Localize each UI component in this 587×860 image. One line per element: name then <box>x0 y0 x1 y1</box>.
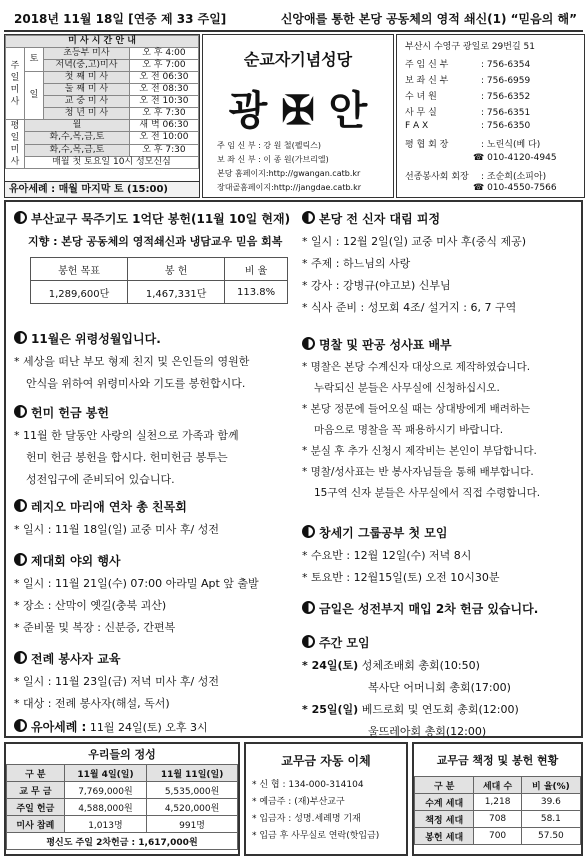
contact-row: F A X : 756-6350 <box>405 121 531 131</box>
table-header: 11월 4일(일) <box>64 765 146 782</box>
mass-name: 청 년 미 사 <box>44 108 130 120</box>
legio-section <box>14 498 219 537</box>
text-line: * 신 협 : 134-000-314104 <box>252 780 364 790</box>
mass-time: 새 벽 06:30 <box>129 120 198 132</box>
text-line: * 일시 : 11월 23일(금) 저녁 미사 후/ 성전 <box>14 675 219 688</box>
rosary-section <box>14 210 294 304</box>
rice-offering-section <box>14 404 239 487</box>
table-cell: 1,289,600단 <box>31 281 128 304</box>
bulletin-date: 2018년 11월 18일 [연중 제 33 주일] <box>14 12 227 26</box>
homepage-link[interactable]: 본당 홈페이지:http://gwangan.catb.kr <box>217 169 361 178</box>
bullet-icon <box>14 405 27 418</box>
section-title: 금일은 성전부지 매입 2차 헌금 있습니다. <box>319 602 539 616</box>
text-line: * 토요반 : 12월15일(토) 오전 10시30분 <box>302 571 500 584</box>
section-title: 전례 봉사자 교육 <box>31 652 121 666</box>
section-title: 본당 전 신자 대림 피정 <box>319 212 441 226</box>
contact-box <box>396 34 585 198</box>
section-title: 11월은 위령성월입니다. <box>31 332 161 346</box>
text-line: * 세상을 떠난 부모 형제 친지 및 은인들의 영원한 <box>14 355 250 368</box>
bullet-icon <box>302 635 315 648</box>
table-cell: 4,588,000원 <box>64 799 146 816</box>
status-table <box>414 776 581 845</box>
table-header: 봉헌 목표 <box>31 258 128 281</box>
bullet-icon <box>14 651 27 664</box>
text-line: 복사단 어머니회 총회(17:00) <box>368 681 511 694</box>
offering-table <box>6 764 238 850</box>
contact-row: 평 협 회 장 : 노린식(베 다) <box>405 140 541 150</box>
section-title: 레지오 마리애 연차 총 친목회 <box>31 500 187 514</box>
text-line: * 수요반 : 12월 12일(수) 저녁 8시 <box>302 549 472 562</box>
section-title: 명찰 및 판공 성사표 배부 <box>319 338 452 352</box>
contact-row: 선종봉사회 회장 : 조순희(소피아) <box>405 172 547 182</box>
table-header: 11월 11일(일) <box>147 765 238 782</box>
altar-outing-section <box>14 552 259 635</box>
bullet-icon <box>14 211 27 224</box>
table-cell: 708 <box>474 811 521 828</box>
section-title: 헌미 헌금 봉헌 <box>31 406 109 420</box>
table-cell: 1,218 <box>474 794 521 811</box>
mass-time: 오 후 7:00 <box>129 60 198 72</box>
sunday-mass-label: 주일미사 <box>6 48 25 120</box>
contact-row: 수 녀 원 : 756-6352 <box>405 92 531 102</box>
table-cell: 700 <box>474 828 521 845</box>
mass-time: 오 후 4:00 <box>129 48 198 60</box>
table-cell: 주일 헌금 <box>7 799 65 816</box>
parish-name: 광 ✠ 안 <box>228 87 368 134</box>
status-title: 교무금 책정 및 봉헌 현황 <box>436 754 559 767</box>
bulletin-slogan: 신앙애를 통한 본당 공동체의 영적 쇄신(1) “믿음의 해” <box>280 12 577 26</box>
text-line: * 11월 한 달동안 사랑의 실천으로 가족과 함께 <box>14 429 239 442</box>
table-header: 구 분 <box>7 765 65 782</box>
pastor-line: 주 임 신 부 : 강 원 철(펠릭스) <box>217 141 322 150</box>
table-cell: 봉헌 세대 <box>415 828 474 845</box>
text-line: * 일시 : 11월 18일(일) 교중 미사 후/ 성전 <box>14 523 219 536</box>
text-line: * 주제 : 하느님의 사랑 <box>302 257 411 270</box>
table-cell: 4,520,000원 <box>147 799 238 816</box>
genesis-study-section <box>302 524 500 585</box>
mass-name: 화,수,목,금,토 <box>25 144 130 156</box>
header-bar <box>4 4 583 32</box>
first-saturday-note: 매월 첫 토요일 10시 성모신심 <box>25 156 199 168</box>
offering-box <box>4 742 240 856</box>
text-line: * 일시 : 11월 21일(수) 07:00 아라밀 Apt 앞 출발 <box>14 577 259 590</box>
text-line: * 준비물 및 복장 : 신분증, 간편복 <box>14 621 176 634</box>
text-line: * 입금 후 사무실로 연락(핫입금) <box>252 831 380 841</box>
table-header: 구 분 <box>415 777 474 794</box>
section-title: 유아세례 : <box>31 720 87 734</box>
mass-name: 첫 째 미 사 <box>44 72 130 84</box>
table-header: 비 율 <box>225 258 288 281</box>
text-line: * 일시 : 12월 2일(일) 교중 미사 후(중식 제공) <box>302 235 527 248</box>
announcements <box>4 200 583 738</box>
text-line: * 명찰/성사표는 반 봉사자님들을 통해 배부합니다. <box>302 466 534 478</box>
section-title: 창세기 그룹공부 첫 모임 <box>319 526 448 540</box>
assistant-line: 보 좌 신 부 : 이 종 원(가브리엘) <box>217 155 329 164</box>
bullet-icon <box>14 499 27 512</box>
mass-time: 오 후 7:30 <box>129 144 198 156</box>
table-cell: 5,535,000원 <box>147 782 238 799</box>
contact-phone: ☎ 010-4550-7566 <box>473 183 557 193</box>
text-line: 15구역 신자 분들은 사무실에서 직접 수령합니다. <box>314 487 541 499</box>
november-section <box>14 330 249 391</box>
section-title: 제대회 야외 행사 <box>31 554 121 568</box>
text-line: 11월 24일(토) 오후 3시 <box>86 721 208 734</box>
bullet-icon <box>302 525 315 538</box>
second-collection-section <box>302 600 538 617</box>
bullet-icon <box>14 719 27 732</box>
parish-motto: 순교자기념성당 <box>243 50 353 69</box>
text-line: * 강사 : 강병규(야고보) 신부님 <box>302 279 451 292</box>
text-line: * 명찰은 본당 수계신자 대상으로 제작하였습니다. <box>302 361 531 373</box>
table-cell: 58.1 <box>521 811 580 828</box>
second-collection-total: 평신도 주일 2차헌금 : 1,617,000원 <box>7 833 238 850</box>
text-line: 누락되신 분들은 사무실에 신청하십시오. <box>314 382 500 394</box>
table-cell: 교 무 금 <box>7 782 65 799</box>
contact-row: 주 임 신 부 : 756-6354 <box>405 60 531 70</box>
liturgy-training-section <box>14 650 219 711</box>
text-line: * 24일(토) 성체조배회 총회(10:50) <box>302 659 480 672</box>
table-cell: 수계 세대 <box>415 794 474 811</box>
mass-schedule <box>4 34 200 198</box>
text-line: 안식을 위하여 위령미사와 기도를 봉헌합시다. <box>26 377 246 390</box>
table-header: 세대 수 <box>474 777 521 794</box>
contact-phone: ☎ 010-4120-4945 <box>473 153 557 163</box>
offering-title: 우리들의 정성 <box>88 748 156 761</box>
table-cell: 1,013명 <box>64 816 146 833</box>
text-line: 성전입구에 준비되어 있습니다. <box>26 473 175 486</box>
table-header: 비 율(%) <box>521 777 580 794</box>
table-cell: 57.50 <box>521 828 580 845</box>
mass-schedule-table <box>5 35 199 169</box>
transfer-box <box>244 742 408 856</box>
section-title: 부산교구 묵주기도 1억단 봉헌(11월 10일 현재) <box>14 210 294 227</box>
bullet-icon <box>302 211 315 224</box>
bullet-icon <box>302 337 315 350</box>
table-cell: 991명 <box>147 816 238 833</box>
infant-baptism-section <box>14 718 208 735</box>
transfer-title: 교무금 자동 이체 <box>281 754 371 768</box>
day-mon: 월 <box>25 120 130 132</box>
text-line: * 예금주 : (재)부산교구 <box>252 797 345 807</box>
advent-retreat-section <box>302 210 526 315</box>
text-line: 마음으로 명찰을 꼭 패용하시기 바랍니다. <box>314 424 504 436</box>
mass-name: 저녁(중,고)미사 <box>44 60 130 72</box>
mass-time: 오 후 7:30 <box>129 108 198 120</box>
rosary-intention: 지향 : 본당 공동체의 영적쇄신과 냉담교우 믿음 회복 <box>28 235 283 248</box>
homepage2-link[interactable]: 장대골홈페이지:http://jangdae.catb.kr <box>217 183 361 192</box>
text-line: * 입금자 : 성명.세례명 기재 <box>252 814 361 824</box>
contact-row: 사 무 실 : 756-6351 <box>405 108 531 118</box>
mass-name: 교 중 미 사 <box>44 96 130 108</box>
mass-time: 오 전 10:30 <box>129 96 198 108</box>
bullet-icon <box>14 331 27 344</box>
parish-info <box>217 139 361 195</box>
section-title: 주간 모임 <box>319 636 370 650</box>
mass-name: 둘 째 미 사 <box>44 84 130 96</box>
mass-name: 초등부 미사 <box>44 48 130 60</box>
text-line: * 본당 정문에 들어오실 때는 상대방에게 배려하는 <box>302 403 531 415</box>
nametag-section <box>302 336 540 500</box>
mass-time: 오 전 10:00 <box>129 132 198 144</box>
mass-time: 오 전 06:30 <box>129 72 198 84</box>
parish-address: 부산시 수영구 광일로 29번길 51 <box>405 42 535 52</box>
text-line: * 25일(일) 베드로회 및 연도회 총회(12:00) <box>302 703 519 716</box>
table-cell: 113.8% <box>225 281 288 304</box>
text-line: * 식사 준비 : 성모회 4조/ 설거지 : 6, 7 구역 <box>302 301 517 314</box>
status-box <box>412 742 583 856</box>
bullet-icon <box>302 601 315 614</box>
weekly-meetings-section <box>302 634 519 739</box>
bullet-icon <box>14 553 27 566</box>
infant-baptism-note: 유아세례 : 매월 마지막 토 (15:00) <box>5 181 199 197</box>
table-header: 봉 헌 <box>128 258 225 281</box>
table-cell: 미사 참례 <box>7 816 65 833</box>
table-cell: 1,467,331단 <box>128 281 225 304</box>
text-line: 헌미 헌금 봉헌을 합시다. 헌미헌금 봉투는 <box>26 451 228 464</box>
text-line: * 대상 : 전례 봉사자(해설, 독서) <box>14 697 170 710</box>
text-line: * 분실 후 추가 신청시 제작비는 본인이 부담합니다. <box>302 445 537 457</box>
rosary-table <box>30 257 288 304</box>
table-cell: 39.6 <box>521 794 580 811</box>
text-line: * 장소 : 산막이 옛길(충북 괴산) <box>14 599 167 612</box>
weekday-mass-label: 평일미사 <box>6 120 25 169</box>
text-line: 울뜨레아회 총회(12:00) <box>368 725 487 738</box>
table-cell: 7,769,000원 <box>64 782 146 799</box>
table-cell: 책정 세대 <box>415 811 474 828</box>
parish-logo-box <box>202 34 394 198</box>
contact-row: 보 좌 신 부 : 756-6959 <box>405 76 531 86</box>
day-sun: 일 <box>25 72 44 120</box>
mass-name: 화,수,목,금,토 <box>25 132 130 144</box>
mass-time: 오 전 08:30 <box>129 84 198 96</box>
mass-schedule-title: 미 사 시 간 안 내 <box>6 36 199 48</box>
day-sat: 토 <box>25 48 44 72</box>
